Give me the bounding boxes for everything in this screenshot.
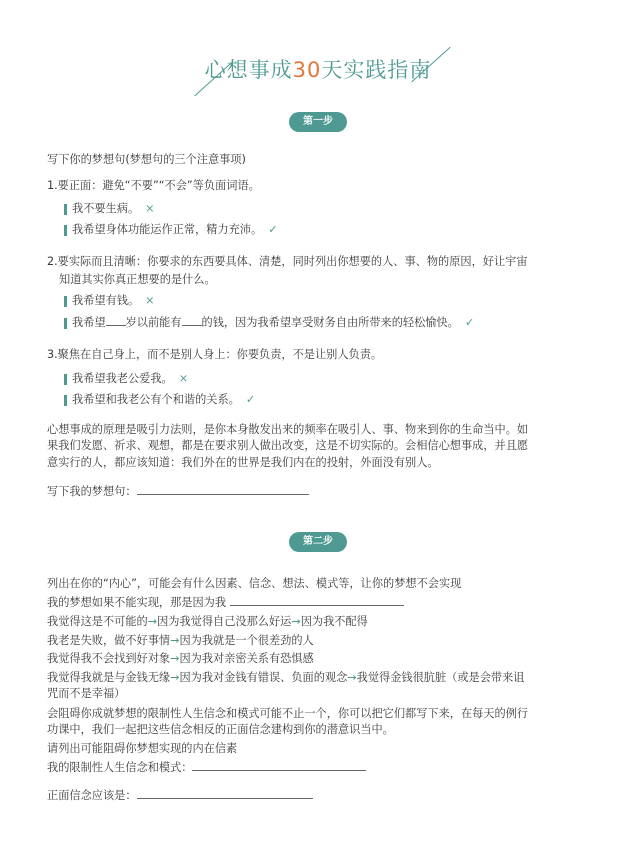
belief-text: 因为我就是一个很差劲的人: [179, 634, 314, 647]
reason-field[interactable]: [230, 595, 404, 606]
example-text: 我希望: [72, 316, 106, 329]
example-2a: [72, 293, 155, 309]
limiting-belief-row: [47, 760, 366, 776]
blank-line: [182, 315, 202, 326]
example-bar: [64, 296, 67, 307]
belief-text: 我觉得我不会找到好对象: [47, 652, 171, 665]
arrow-icon: →: [147, 615, 158, 628]
limiting-belief-field[interactable]: [192, 760, 366, 771]
belief-text: 因为我对亲密关系有恐惧感: [179, 652, 314, 665]
title-area: [0, 40, 636, 100]
step2-line2: [47, 595, 404, 611]
step2-line2-text: 我的梦想如果不能实现，那是因为我: [47, 596, 227, 609]
belief-text: 因为我觉得自己没那么好运: [157, 615, 292, 628]
arrow-icon: →: [170, 671, 180, 684]
principle-line1: 心想事成的原理是吸引力法则，是你本身散发出来的频率在吸引人、事、物来到你的生命当中。如: [47, 423, 529, 436]
example-text: 我不要生病。: [72, 202, 140, 215]
example-2b: [72, 315, 474, 331]
example-3b: [72, 392, 255, 408]
example-text: 我希望有钱。: [72, 294, 140, 307]
arrow-icon: →: [347, 671, 357, 684]
belief-text: 我觉得我就是与金钱无缘: [47, 671, 171, 684]
dream-sentence-field[interactable]: [137, 484, 309, 495]
belief-text: 我老是失败，做不好事情: [47, 634, 171, 647]
step2-badge: 第二步: [289, 532, 347, 552]
limiting-belief-label: 我的限制性人生信念和模式：: [47, 761, 193, 774]
arrow-icon: →: [170, 634, 180, 647]
example-text: 的钱，因为我希望享受财务自由所带来的轻松愉快。: [201, 316, 459, 329]
title-number: 30: [292, 58, 322, 82]
example-text: 岁以前能有: [125, 316, 182, 329]
rule1: 1.要正面：避免“不要”“不会”等负面词语。: [47, 179, 260, 192]
belief-text: 因为我对金钱有错误、负面的观念: [179, 671, 348, 684]
example-bar: [64, 204, 67, 215]
rule2-line1: 2.要实际而且清晰：你要求的东西要具体、清楚，同时列出你想要的人、事、物的原因，好让宇宙: [47, 255, 528, 268]
example-bar: [64, 318, 67, 329]
example-text: 我希望我老公爱我。: [72, 372, 173, 385]
principle-line2: 果我们发愿、祈求、观想，都是在要求别人做出改变，这是不切实际的。会相信心想事成，并且愿: [47, 439, 529, 452]
example-bar: [64, 395, 67, 406]
arrow-icon: →: [170, 652, 180, 665]
belief-text: 因为我不配得: [300, 615, 368, 628]
page-title: [0, 54, 636, 84]
rule2-line2: 知道其实你真正想要的是什么。: [59, 273, 216, 286]
step1-badge: 第一步: [289, 112, 347, 132]
example-1a: [72, 201, 155, 217]
positive-belief-label: 正面信念应该是：: [47, 789, 137, 802]
step2-line4: [47, 633, 314, 649]
step2-line6-cont: 咒而不是幸福）: [47, 687, 126, 700]
step2-line8: 功课中，我们一起把这些信念相反的正面信念建构到你的潜意识当中。: [47, 723, 394, 736]
blank-line: [106, 315, 126, 326]
example-1b: [72, 222, 278, 238]
step2-line1: 列出在你的“内心”，可能会有什么因素、信念、想法、模式等，让你的梦想不会实现: [47, 577, 462, 590]
cross-icon: ×: [145, 202, 155, 215]
dream-write-label: 写下我的梦想句：: [47, 485, 137, 498]
cross-icon: ×: [178, 372, 189, 385]
belief-text: 我觉得这是不可能的: [47, 615, 148, 628]
example-text: 我希望身体功能运作正常，精力充沛。: [72, 223, 263, 236]
check-icon: ✓: [464, 316, 475, 329]
step2-line7: 会阻碍你成就梦想的限制性人生信念和模式可能不止一个，你可以把它们都写下来，在每天的例行: [47, 707, 529, 720]
example-bar: [64, 374, 67, 385]
step2-line6: [47, 670, 524, 686]
title-part2: 天实践指南: [321, 58, 432, 82]
check-icon: ✓: [268, 223, 278, 236]
example-text: 我希望和我老公有个和谐的关系。: [72, 393, 240, 406]
dream-write-row: [47, 484, 309, 500]
example-bar: [64, 225, 67, 236]
step2-line3: [47, 614, 368, 630]
belief-text: 我觉得金钱很肮脏（或是会带来诅: [356, 671, 525, 684]
rule3: 3.聚焦在自己身上，而不是别人身上：你要负责，不是让别人负责。: [47, 348, 383, 361]
step1-intro: 写下你的梦想句(梦想句的三个注意事项): [47, 153, 246, 166]
example-3a: [72, 371, 188, 387]
cross-icon: ×: [145, 294, 155, 307]
principle-line3: 意实行的人，都应该知道：我们外在的世界是我们内在的投射，外面没有别人。: [47, 456, 439, 469]
step2-line9: 请列出可能阻碍你梦想实现的内在信素: [47, 742, 238, 755]
arrow-icon: →: [291, 615, 301, 628]
positive-belief-field[interactable]: [137, 788, 313, 799]
step2-line5: [47, 651, 314, 667]
title-part1: 心想事成: [204, 58, 293, 82]
positive-belief-row: [47, 788, 313, 804]
check-icon: ✓: [245, 393, 256, 406]
